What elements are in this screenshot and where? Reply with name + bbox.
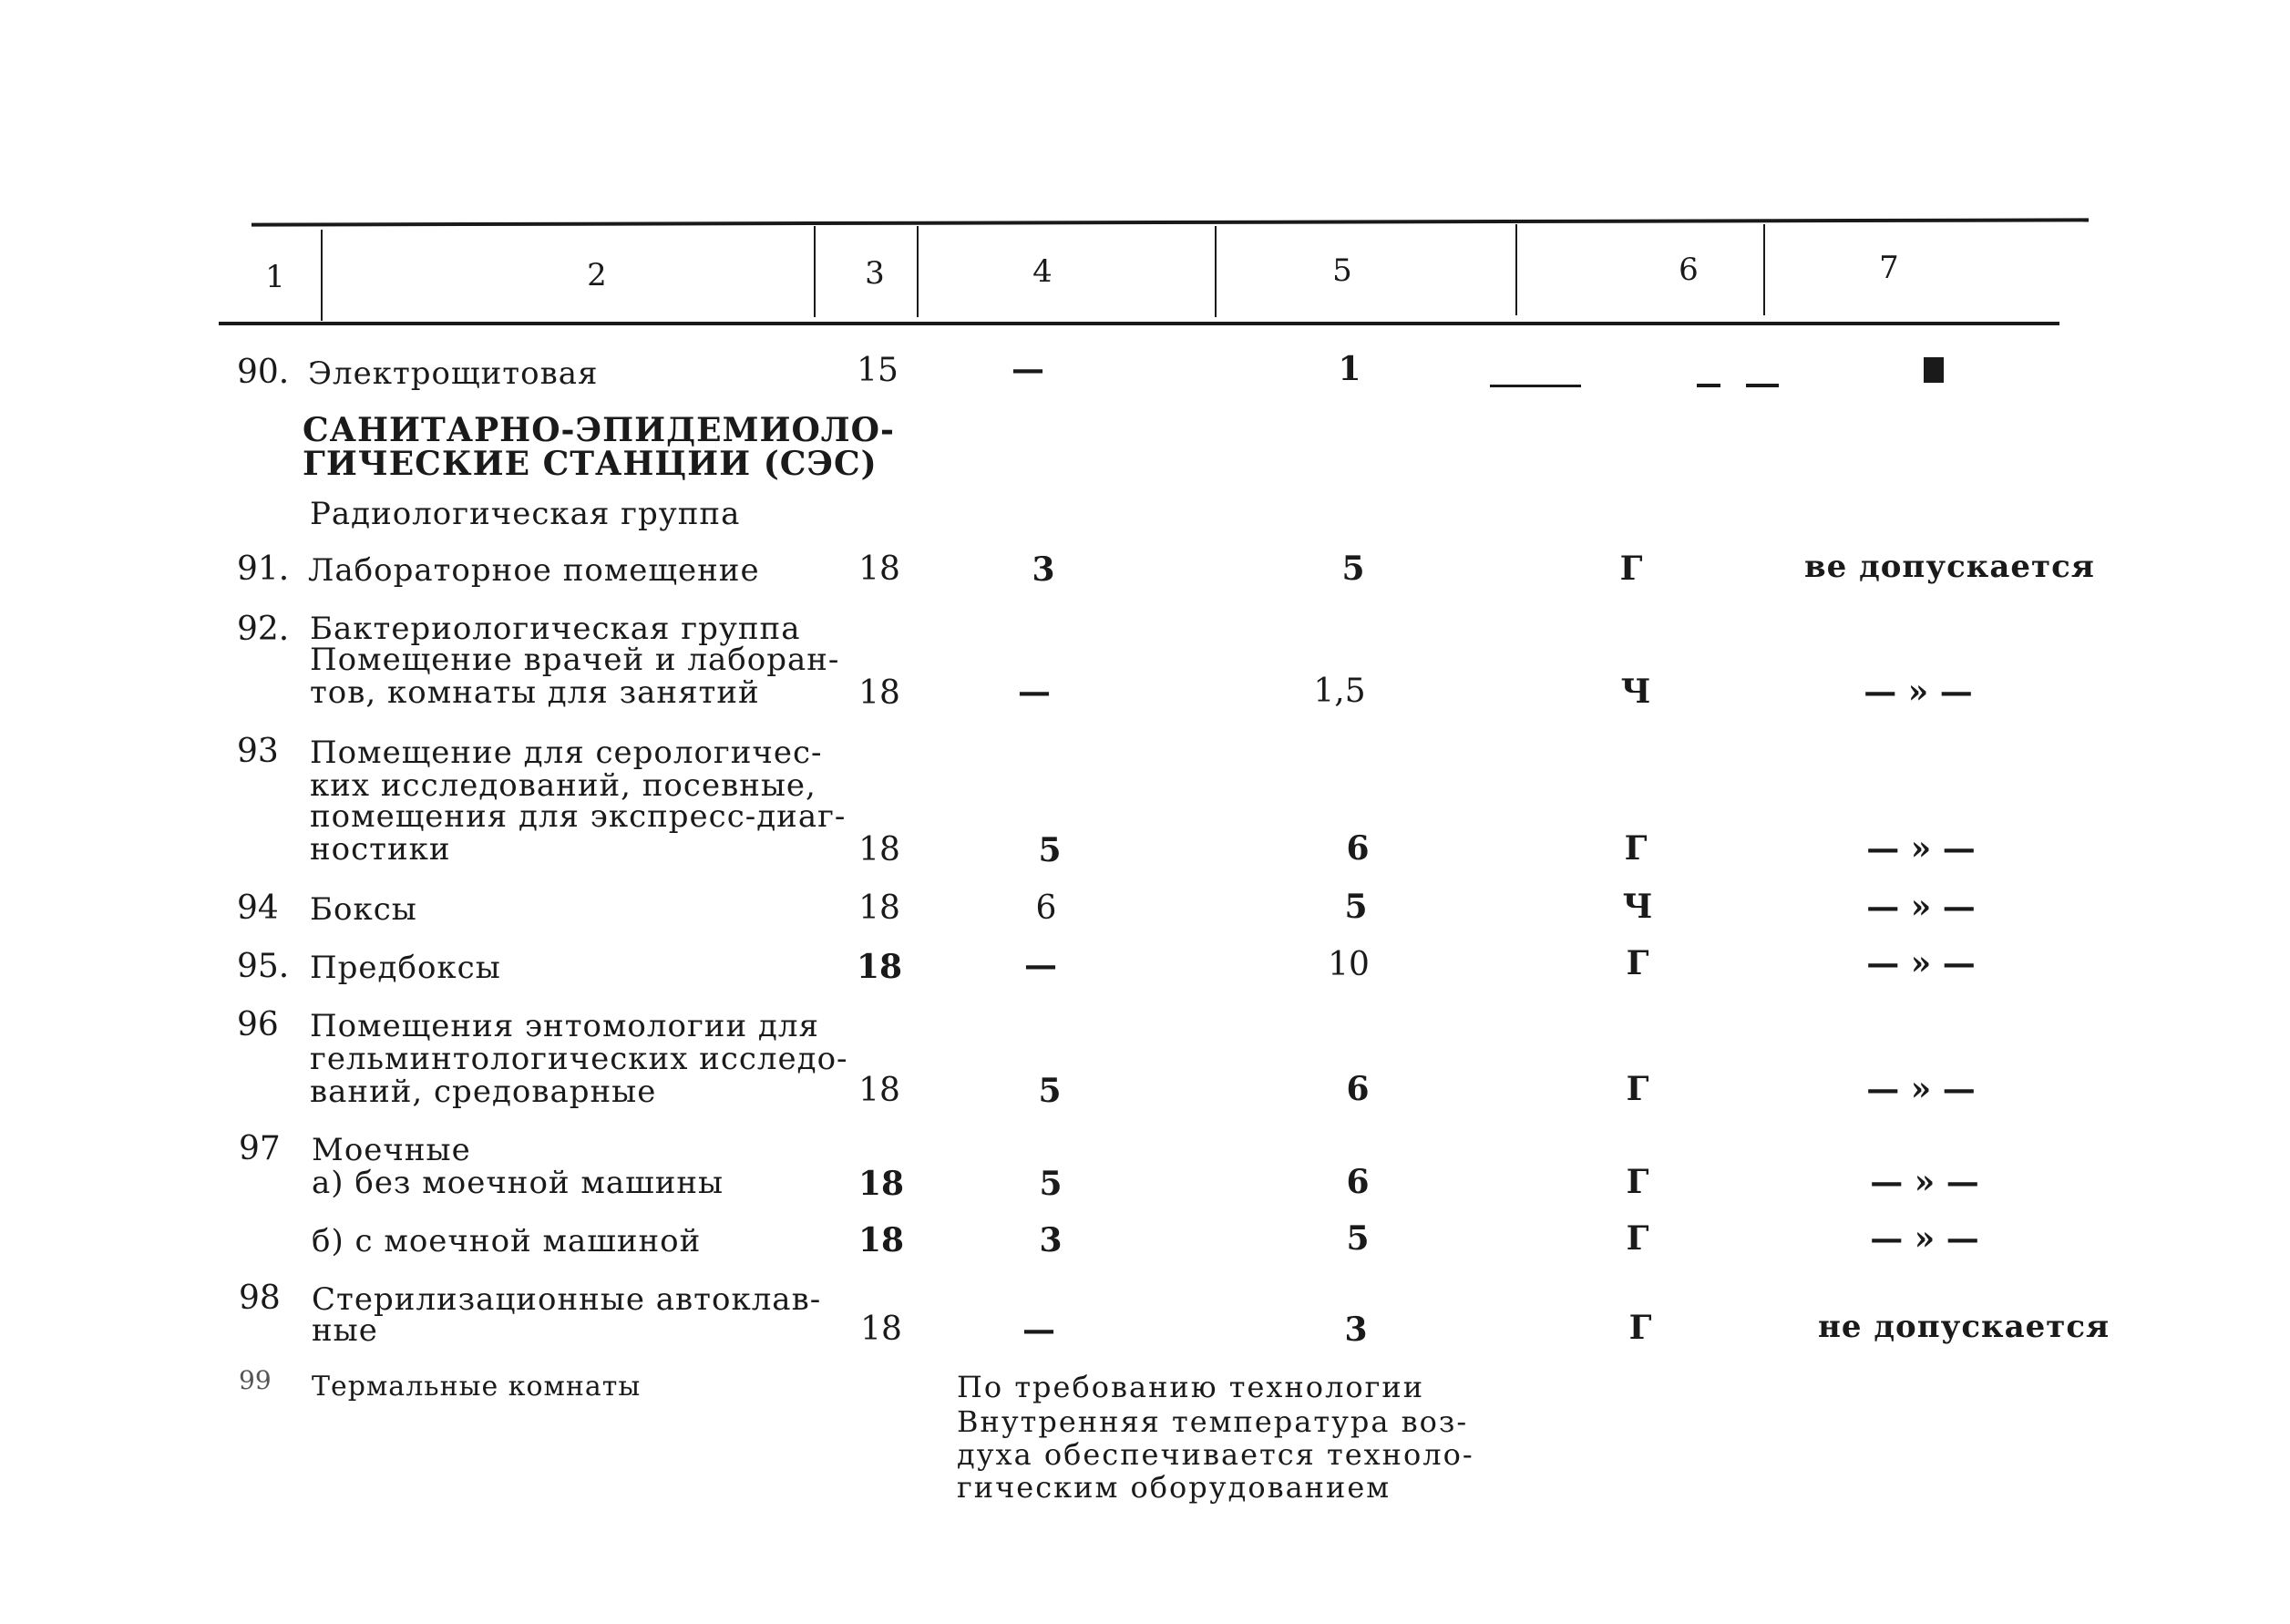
exhaust-value: 5 — [1344, 888, 1368, 926]
supply-value: — — [1018, 673, 1051, 711]
room-name-line: Помещения энтомологии для — [310, 1008, 819, 1044]
room-name-line: гельминтологических исследо- — [310, 1041, 848, 1077]
header-divider — [1763, 224, 1765, 315]
exhaust-value: 6 — [1346, 1070, 1370, 1108]
recirculation-note: не допускается — [1818, 1309, 2110, 1345]
supply-value: — — [1012, 350, 1044, 388]
room-name-line: ваний, средоварные — [310, 1074, 657, 1110]
row-number: 93 — [237, 733, 279, 770]
temperature-value: 18 — [858, 550, 900, 588]
supply-value: — — [1024, 946, 1057, 984]
exhaust-value: 1 — [1338, 350, 1361, 388]
supply-value: — — [1022, 1311, 1055, 1349]
temperature-value: 18 — [858, 674, 900, 712]
section-title: САНИТАРНО-ЭПИДЕМИОЛО- — [303, 411, 895, 449]
header-divider — [814, 226, 816, 317]
header-divider — [1215, 226, 1217, 317]
temperature-value: 18 — [858, 1072, 900, 1109]
room-name: Электрощитовая — [308, 355, 599, 392]
section-subtitle: Радиологическая группа — [310, 496, 741, 532]
room-name-line: тов, комнаты для занятий — [310, 674, 760, 711]
category-value: Г — [1626, 1219, 1649, 1258]
supply-value: 5 — [1039, 1165, 1063, 1203]
category-value: Г — [1628, 1309, 1652, 1347]
recirculation-note: — » — — [1870, 1219, 1979, 1258]
recirculation-note: — » — — [1864, 673, 1973, 711]
dash-mark — [1490, 385, 1581, 387]
technology-note-line: духа обеспечивается техноло- — [957, 1437, 1474, 1472]
room-name: б) с моечной машиной — [312, 1223, 702, 1259]
column-header-2: 2 — [587, 257, 607, 293]
category-value: Г — [1624, 829, 1648, 868]
room-name-line: ностики — [310, 831, 451, 868]
recirculation-note: — » — — [1870, 1163, 1979, 1201]
row-number: 92. — [237, 611, 290, 648]
category-value: Г — [1619, 550, 1643, 588]
temperature-value: 18 — [857, 1165, 905, 1203]
category-value: Ч — [1620, 673, 1651, 711]
header-divider — [1515, 224, 1517, 315]
room-name-line: ные — [312, 1312, 378, 1349]
header-divider — [917, 226, 919, 317]
row-number: 96 — [237, 1006, 279, 1043]
temperature-value: 18 — [860, 1311, 902, 1348]
room-name-line: Моечные — [312, 1132, 471, 1168]
room-name-line: а) без моечной машины — [312, 1165, 724, 1201]
section-title: ГИЧЕСКИЕ СТАНЦИИ (СЭС) — [303, 445, 878, 483]
column-header-6: 6 — [1679, 252, 1699, 288]
header-divider — [321, 230, 323, 321]
supply-value: 3 — [1032, 550, 1055, 589]
supply-value: 3 — [1039, 1221, 1063, 1259]
exhaust-value: 5 — [1346, 1219, 1370, 1258]
column-header-5: 5 — [1332, 252, 1352, 289]
exhaust-value: 3 — [1344, 1311, 1368, 1349]
technology-note-line: гическим оборудованием — [957, 1470, 1391, 1505]
room-name-line: Помещение для серологичес- — [310, 735, 823, 771]
header-bottom-rule — [219, 322, 2059, 325]
column-header-4: 4 — [1032, 253, 1053, 290]
column-header-1: 1 — [265, 259, 285, 295]
category-value: Ч — [1622, 888, 1653, 926]
row-number: 95. — [237, 948, 290, 985]
row-number: 90. — [237, 354, 290, 391]
room-name-line: Помещение врачей и лаборан- — [310, 642, 840, 678]
recirculation-note: — » — — [1866, 944, 1976, 982]
room-name-line: ких исследований, посевные, — [310, 767, 816, 804]
supply-value: 5 — [1038, 831, 1062, 869]
room-name-line: Стерилизационные автоклав- — [312, 1281, 822, 1318]
room-name: Предбоксы — [310, 950, 501, 986]
recirculation-note: ве допускается — [1804, 549, 2095, 585]
exhaust-value: 5 — [1341, 550, 1365, 588]
category-value: Г — [1626, 944, 1649, 982]
table-top-rule — [252, 218, 2089, 226]
row-number: 91. — [237, 550, 290, 588]
exhaust-value: 1,5 — [1313, 673, 1366, 710]
category-value: Г — [1626, 1070, 1649, 1108]
recirculation-note: — » — — [1866, 1070, 1976, 1108]
supply-value: 5 — [1038, 1072, 1062, 1110]
row-number: 99 — [239, 1365, 272, 1395]
temperature-value: 18 — [856, 948, 903, 986]
column-header-7: 7 — [1879, 250, 1899, 286]
recirculation-note: — » — — [1866, 829, 1976, 868]
column-header-3: 3 — [865, 255, 885, 292]
recirculation-note: — » — — [1866, 888, 1976, 926]
dash-mark — [1746, 384, 1779, 387]
exhaust-value: 6 — [1346, 1163, 1370, 1201]
temperature-value: 18 — [858, 889, 900, 927]
dash-mark — [1697, 384, 1720, 387]
temperature-value: 15 — [857, 352, 899, 389]
exhaust-value: 6 — [1346, 829, 1370, 868]
row-number: 98 — [239, 1280, 281, 1317]
technology-note-line: По требованию технологии — [957, 1370, 1425, 1404]
technology-note-line: Внутренняя температура воз- — [957, 1404, 1469, 1439]
room-name-line: помещения для экспресс-диаг- — [310, 798, 847, 835]
row-number: 94 — [237, 889, 279, 927]
exhaust-value: 10 — [1328, 946, 1370, 983]
room-name: Лабораторное помещение — [308, 552, 760, 589]
temperature-value: 18 — [857, 1221, 905, 1259]
filled-mark — [1924, 357, 1944, 383]
room-name: Термальные комнаты — [312, 1371, 642, 1403]
supply-value: 6 — [1035, 889, 1057, 927]
category-value: Г — [1626, 1163, 1649, 1201]
row-number: 97 — [239, 1130, 281, 1167]
temperature-value: 18 — [858, 831, 900, 869]
room-name: Боксы — [310, 891, 417, 928]
room-name-line: Бактериологическая группа — [310, 611, 801, 647]
